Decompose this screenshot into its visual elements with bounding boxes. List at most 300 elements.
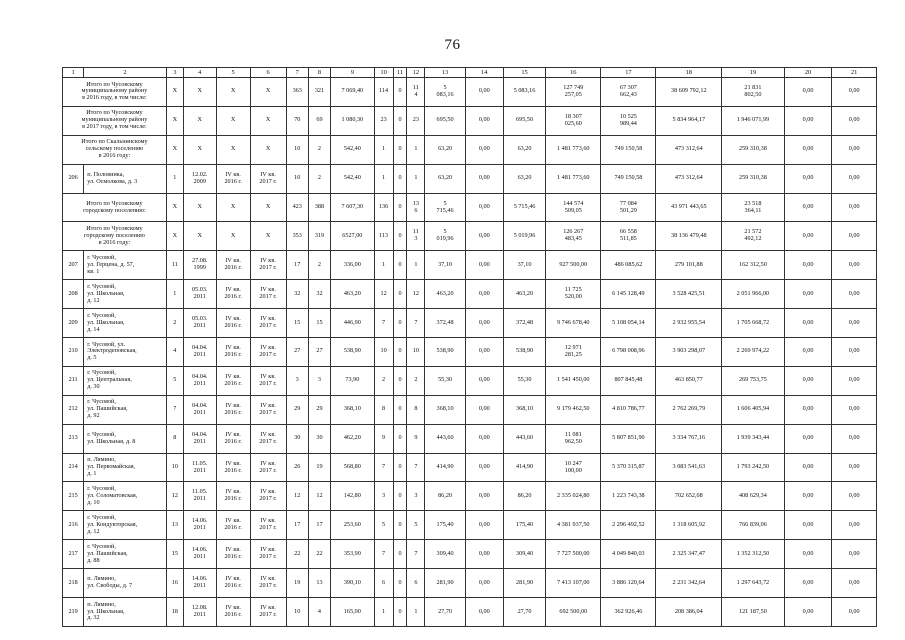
- table-cell: 17: [308, 511, 330, 540]
- table-cell: 443,60: [503, 424, 545, 453]
- table-cell: 10: [286, 598, 308, 627]
- table-cell: 0,00: [832, 540, 877, 569]
- table-cell: 12.02. 2009: [183, 164, 216, 193]
- table-cell: IV кв. 2016 г.: [216, 164, 250, 193]
- table-cell: 5 807 851,90: [601, 424, 656, 453]
- table-cell: 13: [308, 569, 330, 598]
- table-cell: 388: [308, 193, 330, 222]
- table-cell: 0,00: [832, 366, 877, 395]
- table-cell: 1: [374, 598, 393, 627]
- table-cell: 11 081 962,50: [546, 424, 601, 453]
- table-cell: 67 307 662,43: [601, 78, 656, 107]
- table-cell: 0,00: [465, 280, 503, 309]
- table-cell: 6527,00: [331, 222, 374, 251]
- table-cell: 0,00: [465, 395, 503, 424]
- table-cell: 2 231 342,64: [656, 569, 722, 598]
- row-number: 213: [63, 424, 84, 453]
- table-cell: 414,90: [503, 453, 545, 482]
- table-cell: 0,00: [465, 424, 503, 453]
- table-cell: 142,80: [331, 482, 374, 511]
- table-cell: 372,48: [425, 309, 465, 338]
- table-row: [63, 482, 877, 511]
- table-cell: IV кв. 2017 г.: [250, 598, 286, 627]
- row-number: 209: [63, 309, 84, 338]
- table-cell: X: [216, 222, 250, 251]
- table-cell: 3: [308, 366, 330, 395]
- table-cell: 353,90: [331, 540, 374, 569]
- table-cell: 0,00: [465, 598, 503, 627]
- column-number-header: 3: [166, 68, 183, 78]
- table-cell: 0: [393, 106, 407, 135]
- column-number-header: 6: [250, 68, 286, 78]
- table-cell: IV кв. 2017 г.: [250, 395, 286, 424]
- table-cell: 2: [308, 135, 330, 164]
- summary-row: [63, 193, 877, 222]
- table-cell: 0,00: [784, 540, 832, 569]
- table-cell: 114: [374, 78, 393, 107]
- table-cell: 2: [166, 309, 183, 338]
- summary-row: [63, 78, 877, 107]
- table-cell: 3 903 298,07: [656, 338, 722, 367]
- table-cell: 9 179 462,50: [546, 395, 601, 424]
- summary-label: Итого по Чусовскому муниципальному району в 2016 году, в том числе:: [63, 78, 167, 107]
- table-cell: 12: [286, 482, 308, 511]
- table-cell: 05.03. 2011: [183, 309, 216, 338]
- table-cell: 0,00: [784, 482, 832, 511]
- table-cell: 2 335 024,80: [546, 482, 601, 511]
- table-cell: 5: [166, 366, 183, 395]
- table-cell: 0: [393, 222, 407, 251]
- table-cell: 462,20: [331, 424, 374, 453]
- row-number: 207: [63, 251, 84, 280]
- table-cell: 1: [407, 598, 425, 627]
- table-cell: 12: [166, 482, 183, 511]
- table-cell: 7: [374, 453, 393, 482]
- table-cell: 126 267 483,45: [546, 222, 601, 251]
- table-cell: 259 310,38: [722, 164, 785, 193]
- table-cell: 1: [407, 164, 425, 193]
- table-cell: 1: [374, 164, 393, 193]
- table-cell: 0,00: [465, 540, 503, 569]
- table-cell: 0,00: [832, 453, 877, 482]
- table-cell: 0,00: [832, 482, 877, 511]
- column-number-header: 18: [656, 68, 722, 78]
- table-cell: 0,00: [832, 424, 877, 453]
- table-cell: 0,00: [832, 135, 877, 164]
- table-cell: 321: [308, 78, 330, 107]
- row-number: 215: [63, 482, 84, 511]
- table-cell: IV кв. 2017 г.: [250, 511, 286, 540]
- table-cell: 0: [393, 395, 407, 424]
- table-cell: 0,00: [465, 569, 503, 598]
- table-cell: 0,00: [832, 511, 877, 540]
- table-cell: 0: [393, 309, 407, 338]
- table-cell: 10: [374, 338, 393, 367]
- table-cell: 1 223 743,38: [601, 482, 656, 511]
- table-cell: 692 500,00: [546, 598, 601, 627]
- table-cell: 0,00: [832, 309, 877, 338]
- table-cell: 9 746 678,40: [546, 309, 601, 338]
- column-number-header: 17: [601, 68, 656, 78]
- table-cell: 2: [407, 366, 425, 395]
- table-cell: 353: [286, 222, 308, 251]
- table-cell: 1 080,30: [331, 106, 374, 135]
- summary-row: [63, 222, 877, 251]
- table-cell: X: [250, 78, 286, 107]
- summary-label: Итого по Скальнинскому сельскому поселению в 2016 году:: [63, 135, 167, 164]
- table-cell: 309,40: [503, 540, 545, 569]
- table-cell: 5: [407, 511, 425, 540]
- table-cell: 5 715,46: [425, 193, 465, 222]
- row-number: 208: [63, 280, 84, 309]
- table-cell: 29: [308, 395, 330, 424]
- summary-label: Итого по Чусовскому муниципальному району в 2017 году, в том числе:: [63, 106, 167, 135]
- table-cell: 0,00: [465, 251, 503, 280]
- table-cell: 27: [308, 338, 330, 367]
- table-cell: IV кв. 2016 г.: [216, 482, 250, 511]
- table-cell: 22: [286, 540, 308, 569]
- table-cell: 69: [308, 106, 330, 135]
- table-cell: 443,60: [425, 424, 465, 453]
- table-cell: 29: [286, 395, 308, 424]
- table-cell: 807 845,48: [601, 366, 656, 395]
- column-number-header: 8: [308, 68, 330, 78]
- table-cell: 279 101,88: [656, 251, 722, 280]
- table-cell: 423: [286, 193, 308, 222]
- table-cell: 281,90: [425, 569, 465, 598]
- table-cell: 1: [166, 164, 183, 193]
- table-cell: 473 312,64: [656, 164, 722, 193]
- table-cell: 362 926,46: [601, 598, 656, 627]
- table-cell: 0: [393, 164, 407, 193]
- table-cell: IV кв. 2017 г.: [250, 453, 286, 482]
- table-cell: 695,50: [425, 106, 465, 135]
- table-cell: 73,90: [331, 366, 374, 395]
- table-cell: 175,40: [425, 511, 465, 540]
- table-cell: 11.05. 2011: [183, 482, 216, 511]
- table-cell: 4 381 937,50: [546, 511, 601, 540]
- table-cell: IV кв. 2016 г.: [216, 598, 250, 627]
- table-cell: 6: [374, 569, 393, 598]
- table-cell: 408 629,34: [722, 482, 785, 511]
- table-cell: 4 810 786,77: [601, 395, 656, 424]
- table-cell: X: [183, 193, 216, 222]
- table-row: [63, 280, 877, 309]
- table-cell: 27,70: [503, 598, 545, 627]
- table-cell: IV кв. 2016 г.: [216, 424, 250, 453]
- table-cell: 04.04. 2011: [183, 395, 216, 424]
- table-cell: 1 705 668,72: [722, 309, 785, 338]
- table-cell: 11 3: [407, 222, 425, 251]
- address-cell: г. Чусовой, ул. Пашийская, д. 92: [84, 395, 167, 424]
- table-cell: 14.06. 2011: [183, 569, 216, 598]
- table-cell: 8: [166, 424, 183, 453]
- address-cell: п. Лямино, ул. Первомайская, д. 1: [84, 453, 167, 482]
- table-cell: X: [166, 135, 183, 164]
- table-cell: 26: [286, 453, 308, 482]
- table-cell: 9: [407, 424, 425, 453]
- table-cell: 2 051 966,00: [722, 280, 785, 309]
- table-cell: 0,00: [784, 251, 832, 280]
- column-number-header: 5: [216, 68, 250, 78]
- table-cell: IV кв. 2016 г.: [216, 366, 250, 395]
- table-cell: 463,20: [425, 280, 465, 309]
- table-cell: 5 019,96: [503, 222, 545, 251]
- table-cell: 368,10: [503, 395, 545, 424]
- table-cell: 0: [393, 424, 407, 453]
- table-cell: 23 518 364,11: [722, 193, 785, 222]
- table-cell: 6 145 128,49: [601, 280, 656, 309]
- table-cell: 38 136 479,48: [656, 222, 722, 251]
- table-cell: 749 150,58: [601, 164, 656, 193]
- table-cell: 1 318 605,92: [656, 511, 722, 540]
- table-cell: X: [216, 106, 250, 135]
- table-cell: IV кв. 2017 г.: [250, 251, 286, 280]
- table-cell: 121 187,50: [722, 598, 785, 627]
- table-cell: 0,00: [784, 511, 832, 540]
- table-cell: 0,00: [832, 569, 877, 598]
- table-cell: 208 386,04: [656, 598, 722, 627]
- table-cell: 8: [374, 395, 393, 424]
- table-cell: 14.06. 2011: [183, 511, 216, 540]
- table-cell: 0,00: [832, 193, 877, 222]
- address-cell: п. Лямино, ул. Свободы, д. 7: [84, 569, 167, 598]
- table-cell: IV кв. 2016 г.: [216, 280, 250, 309]
- row-number: 206: [63, 164, 84, 193]
- table-cell: 4 049 840,03: [601, 540, 656, 569]
- column-number-header: 7: [286, 68, 308, 78]
- table-cell: IV кв. 2017 г.: [250, 424, 286, 453]
- table-cell: 13 6: [407, 193, 425, 222]
- table-cell: 1: [407, 251, 425, 280]
- table-cell: 0,00: [832, 598, 877, 627]
- table-cell: 7: [407, 453, 425, 482]
- column-number-header: 13: [425, 68, 465, 78]
- table-cell: 0,00: [832, 222, 877, 251]
- table-cell: 1: [166, 280, 183, 309]
- table-cell: 5: [374, 511, 393, 540]
- table-cell: 7: [166, 395, 183, 424]
- table-cell: 5 019,96: [425, 222, 465, 251]
- header-row: [63, 68, 877, 78]
- table-cell: 30: [286, 424, 308, 453]
- table-cell: 11 725 520,00: [546, 280, 601, 309]
- table-cell: IV кв. 2016 г.: [216, 338, 250, 367]
- table-cell: 0,00: [784, 164, 832, 193]
- row-number: 211: [63, 366, 84, 395]
- table-cell: 538,90: [503, 338, 545, 367]
- table-cell: 702 652,08: [656, 482, 722, 511]
- table-cell: 473 312,64: [656, 135, 722, 164]
- table-cell: 0,00: [784, 193, 832, 222]
- table-cell: 10: [286, 164, 308, 193]
- table-cell: 0: [393, 193, 407, 222]
- table-cell: 63,20: [503, 164, 545, 193]
- table-cell: 309,40: [425, 540, 465, 569]
- address-cell: г. Чусовой, ул. Центральная, д. 30: [84, 366, 167, 395]
- table-row: [63, 598, 877, 627]
- table-cell: 0,00: [832, 395, 877, 424]
- table-cell: 21 572 492,12: [722, 222, 785, 251]
- table-cell: 5 834 964,17: [656, 106, 722, 135]
- table-cell: 22: [308, 540, 330, 569]
- table-cell: 2: [308, 251, 330, 280]
- table-cell: X: [216, 193, 250, 222]
- table-cell: 55,30: [425, 366, 465, 395]
- table-row: [63, 395, 877, 424]
- table-cell: 0,00: [465, 482, 503, 511]
- table-cell: 1: [374, 251, 393, 280]
- table-cell: 7: [374, 309, 393, 338]
- table-cell: 0,00: [784, 453, 832, 482]
- column-number-header: 21: [832, 68, 877, 78]
- table-cell: 0: [393, 135, 407, 164]
- table-cell: 0: [393, 569, 407, 598]
- table-cell: 17: [286, 251, 308, 280]
- table-cell: 27.08. 1999: [183, 251, 216, 280]
- table-cell: X: [216, 78, 250, 107]
- table-cell: 11: [166, 251, 183, 280]
- row-number: 214: [63, 453, 84, 482]
- table-row: [63, 424, 877, 453]
- table-cell: IV кв. 2017 г.: [250, 540, 286, 569]
- table-cell: 0,00: [465, 222, 503, 251]
- table-cell: IV кв. 2017 г.: [250, 366, 286, 395]
- table-cell: 3: [374, 482, 393, 511]
- table-cell: 0,00: [465, 511, 503, 540]
- table-row: [63, 251, 877, 280]
- summary-row: [63, 106, 877, 135]
- table-cell: 0,00: [784, 395, 832, 424]
- table-cell: 165,00: [331, 598, 374, 627]
- table-cell: 0,00: [465, 135, 503, 164]
- table-cell: 63,20: [425, 135, 465, 164]
- table-cell: 2 762 269,79: [656, 395, 722, 424]
- table-cell: 0,00: [465, 193, 503, 222]
- table-cell: X: [250, 222, 286, 251]
- address-cell: г. Чусовой, ул. Электродеповская, д. 5: [84, 338, 167, 367]
- table-cell: 38 609 792,12: [656, 78, 722, 107]
- table-cell: X: [250, 135, 286, 164]
- table-cell: 2 932 955,54: [656, 309, 722, 338]
- register-table: [62, 67, 877, 627]
- column-number-header: 4: [183, 68, 216, 78]
- table-cell: 5 108 054,14: [601, 309, 656, 338]
- table-cell: 0,00: [832, 106, 877, 135]
- address-cell: г. Чусовой, ул. Школьная, д. 12: [84, 280, 167, 309]
- table-cell: IV кв. 2016 г.: [216, 453, 250, 482]
- table-cell: 13: [166, 511, 183, 540]
- table-cell: IV кв. 2017 г.: [250, 164, 286, 193]
- table-row: [63, 453, 877, 482]
- table-cell: 7: [374, 540, 393, 569]
- table-cell: X: [166, 78, 183, 107]
- table-row: [63, 309, 877, 338]
- table-cell: X: [183, 78, 216, 107]
- column-number-header: 14: [465, 68, 503, 78]
- table-cell: 14.06. 2011: [183, 540, 216, 569]
- table-cell: X: [166, 106, 183, 135]
- table-cell: 86,20: [425, 482, 465, 511]
- table-cell: 04.04. 2011: [183, 424, 216, 453]
- table-cell: 269 753,75: [722, 366, 785, 395]
- address-cell: г. Чусовой, ул. Школьная, д. 8: [84, 424, 167, 453]
- table-cell: 0,00: [784, 135, 832, 164]
- table-cell: 0,00: [784, 366, 832, 395]
- table-cell: IV кв. 2017 г.: [250, 482, 286, 511]
- row-number: 216: [63, 511, 84, 540]
- table-cell: 0,00: [784, 598, 832, 627]
- table-cell: 1 946 071,99: [722, 106, 785, 135]
- table-cell: 6: [407, 569, 425, 598]
- table-cell: 446,90: [331, 309, 374, 338]
- table-cell: 7 413 107,00: [546, 569, 601, 598]
- table-cell: 486 085,62: [601, 251, 656, 280]
- table-cell: 15: [166, 540, 183, 569]
- table-cell: IV кв. 2017 г.: [250, 309, 286, 338]
- table-cell: 0: [393, 453, 407, 482]
- table-cell: 414,90: [425, 453, 465, 482]
- table-cell: 10: [407, 338, 425, 367]
- table-cell: 1 793 242,50: [722, 453, 785, 482]
- row-number: 212: [63, 395, 84, 424]
- table-cell: X: [216, 135, 250, 164]
- table-cell: 16: [166, 569, 183, 598]
- table-cell: 0,00: [784, 106, 832, 135]
- table-cell: 0: [393, 251, 407, 280]
- table-cell: 15: [286, 309, 308, 338]
- table-cell: 3: [286, 366, 308, 395]
- table-cell: 63,20: [503, 135, 545, 164]
- table-cell: 136: [374, 193, 393, 222]
- table-row: [63, 511, 877, 540]
- table-cell: 43 971 443,65: [656, 193, 722, 222]
- table-cell: 127 749 257,05: [546, 78, 601, 107]
- table-cell: 463,20: [331, 280, 374, 309]
- column-number-header: 1: [63, 68, 84, 78]
- table-cell: 12: [308, 482, 330, 511]
- table-cell: 10: [286, 135, 308, 164]
- summary-row: [63, 135, 877, 164]
- table-cell: 0: [393, 78, 407, 107]
- table-cell: 749 150,58: [601, 135, 656, 164]
- row-number: 210: [63, 338, 84, 367]
- table-cell: 30: [308, 424, 330, 453]
- table-cell: 113: [374, 222, 393, 251]
- table-cell: 19: [286, 569, 308, 598]
- table-cell: 12: [407, 280, 425, 309]
- table-cell: 7 727 500,00: [546, 540, 601, 569]
- address-cell: п. Лямино, ул. Школьная, д. 32: [84, 598, 167, 627]
- table-cell: 0: [393, 482, 407, 511]
- table-cell: 3: [407, 482, 425, 511]
- table-cell: 363: [286, 78, 308, 107]
- table-cell: 0,00: [784, 222, 832, 251]
- table-cell: X: [183, 106, 216, 135]
- table-cell: 21 831 802,50: [722, 78, 785, 107]
- table-cell: 11.05. 2011: [183, 453, 216, 482]
- table-cell: 0,00: [465, 338, 503, 367]
- table-cell: 281,90: [503, 569, 545, 598]
- table-cell: 2 325 347,47: [656, 540, 722, 569]
- table-cell: 7: [407, 540, 425, 569]
- table-cell: 0,00: [784, 424, 832, 453]
- table-cell: 2 269 974,22: [722, 338, 785, 367]
- table-cell: 1: [407, 135, 425, 164]
- table-cell: 3 886 120,64: [601, 569, 656, 598]
- address-cell: г. Чусовой, ул. Соломатовская, д. 10: [84, 482, 167, 511]
- column-number-header: 16: [546, 68, 601, 78]
